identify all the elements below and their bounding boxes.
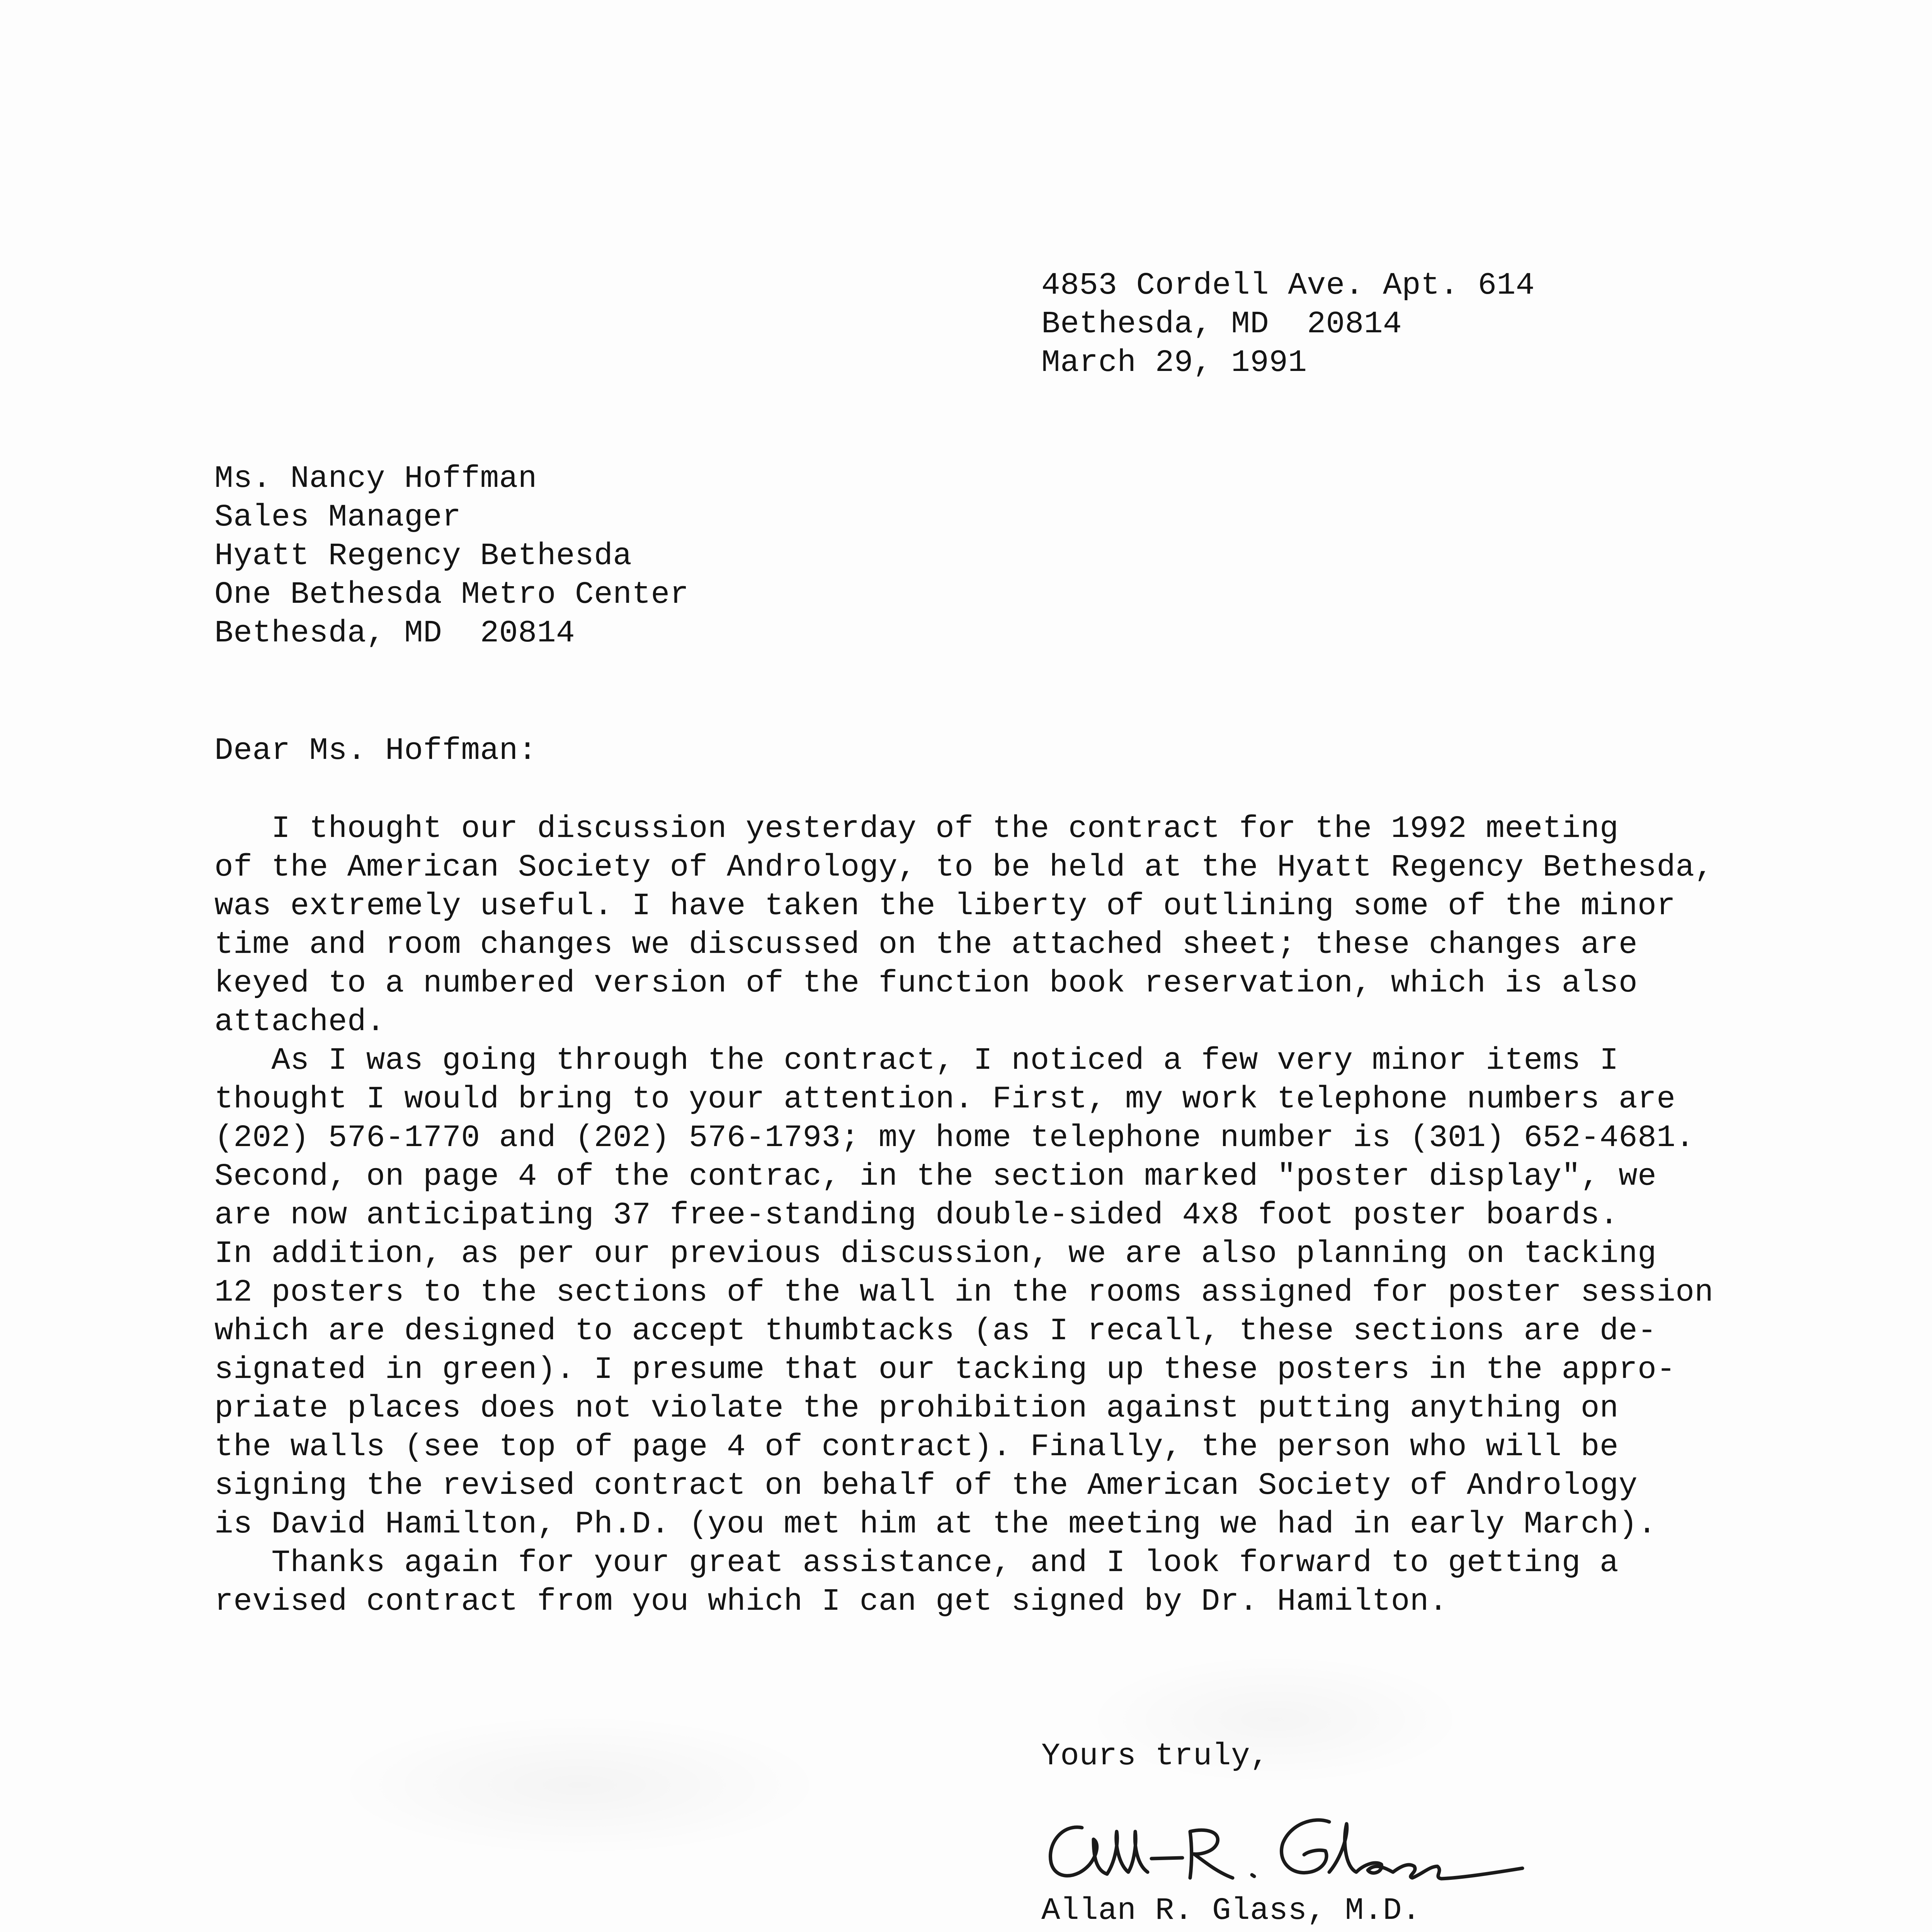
body-line: time and room changes we discussed on the attached sheet; these changes are — [214, 927, 1638, 963]
body-line: signing the revised contract on behalf of the American Society of Andrology — [214, 1468, 1638, 1503]
handwritten-signature — [1036, 1785, 1584, 1901]
body-line: the walls (see top of page 4 of contract). Finally, the person who will be — [214, 1430, 1619, 1465]
letter-date: March 29, 1991 — [1041, 345, 1307, 381]
recipient-name: Ms. Nancy Hoffman — [214, 461, 537, 497]
body-line: 12 posters to the sections of the wall in the rooms assigned for poster session — [214, 1275, 1714, 1310]
recipient-address-line2: Bethesda, MD 20814 — [214, 616, 575, 651]
body-line: revised contract from you which I can get signed by Dr. Hamilton. — [214, 1584, 1448, 1619]
body-line: signated in green). I presume that our tacking up these posters in the appro- — [214, 1352, 1676, 1388]
body-line: Second, on page 4 of the contrac, in the section marked "poster display", we — [214, 1159, 1657, 1194]
body-line: I thought our discussion yesterday of the contract for the 1992 meeting — [214, 811, 1619, 847]
body-line: which are designed to accept thumbtacks (as I recall, these sections are de- — [214, 1314, 1657, 1349]
body-line: priate places does not violate the prohibition against putting anything on — [214, 1391, 1619, 1426]
valediction: Yours truly, — [1041, 1739, 1269, 1774]
recipient-title: Sales Manager — [214, 500, 461, 535]
body-line: Thanks again for your great assistance, and I look forward to getting a — [214, 1546, 1619, 1581]
body-line: In addition, as per our previous discussion, we are also planning on tacking — [214, 1236, 1657, 1272]
body-line: As I was going through the contract, I noticed a few very minor items I — [214, 1043, 1619, 1078]
signature-text: Allan R. Glass — [1036, 1899, 1038, 1900]
sender-address-line1: 4853 Cordell Ave. Apt. 614 — [1041, 268, 1535, 303]
body-line: of the American Society of Andrology, to be held at the Hyatt Regency Bethesda, — [214, 850, 1714, 885]
body-line: was extremely useful. I have taken the liberty of outlining some of the minor — [214, 889, 1676, 924]
body-line: are now anticipating 37 free-standing double-sided 4x8 foot poster boards. — [214, 1198, 1619, 1233]
body-line: (202) 576-1770 and (202) 576-1793; my home telephone number is (301) 652-4681. — [214, 1121, 1695, 1156]
sender-address-line2: Bethesda, MD 20814 — [1041, 307, 1402, 342]
body-line: attached. — [214, 1005, 385, 1040]
salutation-text: Dear Ms. Hoffman: — [214, 733, 537, 769]
recipient-company: Hyatt Regency Bethesda — [214, 539, 632, 574]
body-line: thought I would bring to your attention. First, my work telephone numbers are — [214, 1082, 1676, 1117]
recipient-address-line1: One Bethesda Metro Center — [214, 577, 689, 612]
body-line: is David Hamilton, Ph.D. (you met him at the meeting we had in early March). — [214, 1507, 1657, 1542]
body-line: keyed to a numbered version of the function book reservation, which is also — [214, 966, 1638, 1001]
signer-name: Allan R. Glass, M.D. — [1041, 1893, 1421, 1929]
